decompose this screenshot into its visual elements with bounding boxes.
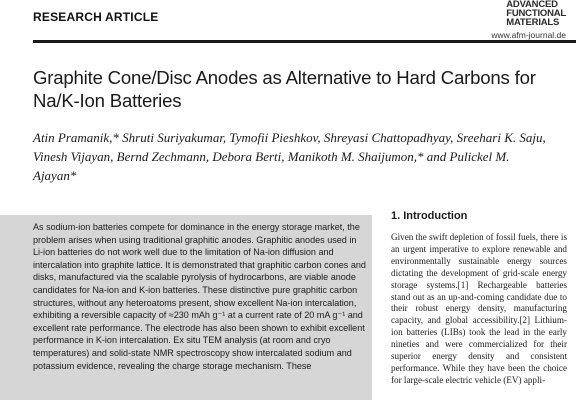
article-type-label: RESEARCH ARTICLE <box>33 10 159 24</box>
journal-logo-line: MATERIALS <box>506 17 560 28</box>
article-title: Graphite Cone/Disc Anodes as Alternative to Hard Carbons for Na/K-Ion Batteries <box>33 67 536 111</box>
journal-logo-line: ADVANCED <box>506 0 558 10</box>
section-heading: 1. Introduction <box>391 210 468 222</box>
journal-url[interactable]: www.afm-journal.de <box>491 30 566 40</box>
introduction-section <box>391 210 567 387</box>
header-rule <box>33 40 576 43</box>
abstract-box <box>0 215 372 400</box>
journal-header <box>33 0 576 40</box>
author-list: Atin Pramanik,* Shruti Suriyakumar, Tymofii Pieshkov, Shreyasi Chattopadhyay, Sreehari K. Saju, Vinesh Vijayan, Bernd Zechmann, Debora Berti, Manikoth M. Shaijumon,* and Pulickel M. Ajayan* <box>33 130 546 183</box>
abstract-text: As sodium-ion batteries compete for dominance in the energy storage market, the problem arises when using traditional graphitic anodes. Graphitic anodes used in Li-ion batteries do not work well due to the limitation of Na-ion diffusion and intercalation into graphite lattice. It is demonstrated that graphitic carbon cones and disks, manufactured via the scalable pyrolysis of hydrocarbons, are viable anode candidates for Na-ion and K-ion batteries. These distinctive pure graphitic carbon structures, without any heteroatoms present, show excellent Na-ion intercalation, exhibiting a reversible capacity of ≈230 mAh g⁻¹ at a current rate of 20 mA g⁻¹ and excellent rate performance. The electrode has also been shown to exhibit excellent performance in K-ion intercalation. Ex situ TEM analysis (at room and cryo temperatures) and solid-state NMR spectroscopy show intercalated sodium and potassium evidence, revealing the charge storage mechanism. These <box>33 222 366 371</box>
introduction-text: Given the swift depletion of fossil fuels, there is an urgent imperative to explore renewable and environmentally sustainable energy sources dictating the development of grid-scale energy storage systems.[1] Rechargeable batteries stand out as an up-and-coming candidate due to their robust energy density, manufacturing capacity, and global accessibility.[2] Lithium-ion batteries (LIBs) took the lead in the early nineties and were commercialized for their superior energy density and consistent performance. While they have been the choice for large-scale electric vehicle (EV) appli- <box>391 232 567 385</box>
journal-logo-line: FUNCTIONAL <box>506 8 566 19</box>
journal-logo <box>506 0 566 27</box>
